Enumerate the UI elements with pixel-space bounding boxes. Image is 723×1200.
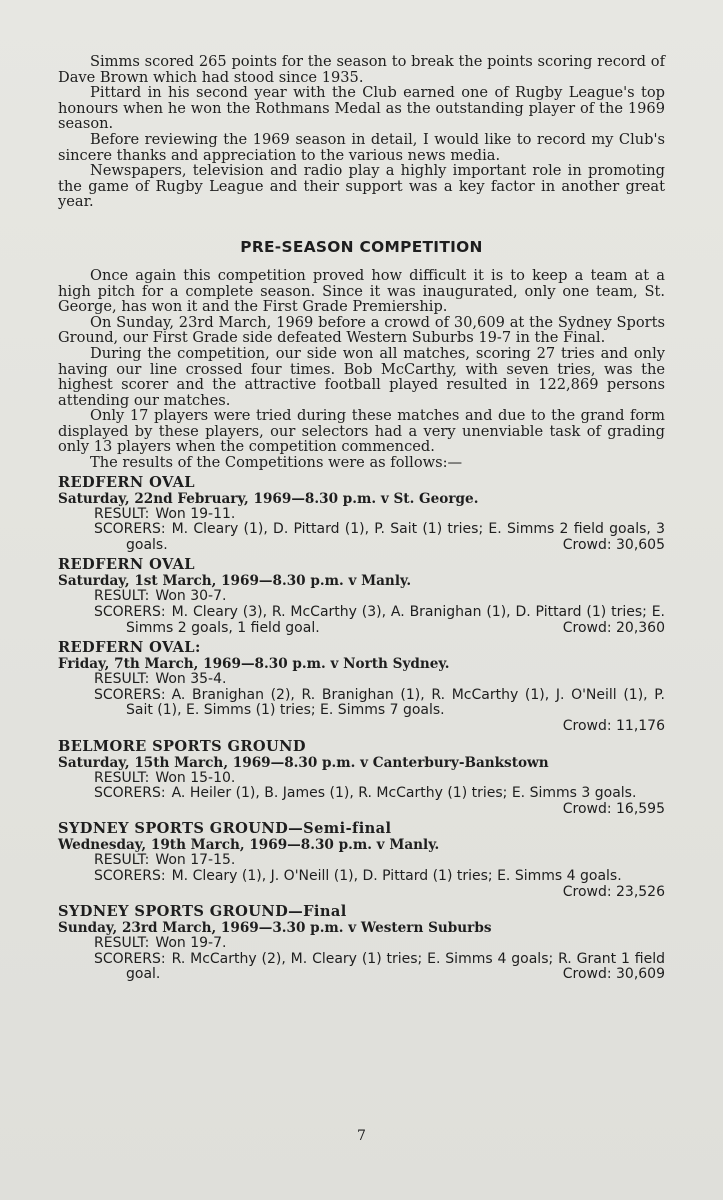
match-scorers (58, 867, 665, 900)
match-result (58, 853, 665, 869)
page-number: 7 (357, 1128, 366, 1144)
match-venue: REDFERN OVAL (58, 556, 195, 574)
result-value: Won 19-11. (155, 505, 236, 522)
scorers-value: A. Branighan (2), R. Branighan (1), R. McCarthy (1), J. O'Neill (1), P. Sait (1), E. Simms (1) tries; E. Simms 7 goals. (126, 686, 665, 719)
result-value: Won 17-15. (155, 852, 236, 869)
result-label: RESULT: (94, 769, 150, 786)
match-entry (58, 904, 665, 983)
result-value: Won 30-7. (155, 588, 227, 605)
match-venue: SYDNEY SPORTS GROUND—Final (58, 903, 347, 921)
match-date: Friday, 7th March, 1969—8.30 p.m. v North Sydney. (58, 656, 450, 673)
match-entry (58, 557, 665, 636)
match-entry (58, 821, 665, 900)
result-value: Won 19-7. (155, 935, 227, 952)
match-result (58, 507, 665, 523)
section-paragraph: During the competition, our side won all matches, scoring 27 tries and only having our line crossed four times. Bob McCarthy, with seven tries, was the highest scorer and the attractive football played resulted in 122,869 persons attending our matches. (58, 344, 665, 409)
match-entry (58, 739, 665, 818)
intro-paragraph: Pittard in his second year with the Club earned one of Rugby League's top honours when he won the Rothmans Medal as the outstanding player of the 1969 season. (58, 84, 665, 133)
match-venue: BELMORE SPORTS GROUND (58, 737, 306, 755)
match-venue: REDFERN OVAL: (58, 639, 201, 657)
section-paragraph: Only 17 players were tried during these matches and due to the grand form displayed by these players, our selectors had a very unenviable task of grading only 13 players when the competition commenced. (58, 407, 665, 456)
match-result (58, 771, 665, 787)
section-body (58, 268, 665, 471)
result-label: RESULT: (94, 935, 150, 952)
result-label: RESULT: (94, 671, 150, 688)
match-scorers (58, 522, 665, 553)
section-paragraph: The results of the Competitions were as follows:— (90, 454, 463, 472)
match-date: Saturday, 15th March, 1969—8.30 p.m. v Canterbury-Bankstown (58, 754, 549, 771)
result-label: RESULT: (94, 588, 150, 605)
result-label: RESULT: (94, 852, 150, 869)
scorers-label: SCORERS: (94, 867, 166, 884)
match-date: Saturday, 1st March, 1969—8.30 p.m. v Manly. (58, 573, 412, 590)
match-crowd: Crowd: 30,605 (562, 536, 665, 553)
scorers-value: M. Cleary (1), J. O'Neill (1), D. Pittard (1) tries; E. Simms 4 goals. (171, 867, 622, 884)
intro-paragraph: Before reviewing the 1969 season in detail, I would like to record my Club's sincere thanks and appreciation to the various news media. (58, 130, 665, 164)
match-date: Saturday, 22nd February, 1969—8.30 p.m. v St. George. (58, 490, 479, 507)
scorers-label: SCORERS: (94, 604, 166, 621)
match-result (58, 672, 665, 688)
match-crowd: Crowd: 23,526 (562, 883, 665, 900)
scorers-label: SCORERS: (94, 686, 166, 703)
match-date: Sunday, 23rd March, 1969—3.30 p.m. v Western Suburbs (58, 920, 492, 937)
result-label: RESULT: (94, 505, 150, 522)
intro-paragraph: Newspapers, television and radio play a highly important role in promoting the game of Rugby League and their support was a key factor in another great year. (58, 162, 665, 211)
match-crowd: Crowd: 20,360 (562, 619, 665, 636)
scorers-value: A. Heiler (1), B. James (1), R. McCarthy (1) tries; E. Simms 3 goals. (171, 785, 637, 802)
intro-section (58, 54, 665, 210)
section-heading: PRE-SEASON COMPETITION (240, 237, 483, 256)
scorers-label: SCORERS: (94, 521, 166, 538)
match-venue: SYDNEY SPORTS GROUND—Semi-final (58, 820, 392, 838)
scorers-value: R. McCarthy (2), M. Cleary (1) tries; E. Simms 4 goals; R. Grant 1 field goal. (126, 950, 665, 983)
match-entry (58, 475, 665, 554)
match-scorers (58, 605, 665, 636)
match-list (58, 475, 665, 983)
result-value: Won 35-4. (155, 671, 227, 688)
match-result (58, 936, 665, 952)
scorers-value: M. Cleary (1), D. Pittard (1), P. Sait (1) tries; E. Simms 2 field goals, 3 goals. (126, 521, 665, 553)
section-paragraph: On Sunday, 23rd March, 1969 before a crowd of 30,609 at the Sydney Sports Ground, our First Grade side defeated Western Suburbs 19-7 in the Final. (58, 313, 665, 347)
scorers-label: SCORERS: (94, 950, 166, 967)
match-venue: REDFERN OVAL (58, 473, 195, 491)
match-scorers (58, 952, 665, 983)
match-result (58, 589, 665, 605)
intro-paragraph: Simms scored 265 points for the season to break the points scoring record of Dave Brown which had stood since 1935. (58, 53, 665, 86)
match-scorers (58, 686, 665, 734)
result-value: Won 15-10. (155, 769, 236, 786)
scorers-label: SCORERS: (94, 785, 166, 802)
match-date: Wednesday, 19th March, 1969—8.30 p.m. v Manly. (58, 837, 440, 854)
section-paragraph: Once again this competition proved how difficult it is to keep a team at a high pitch for a complete season. Since it was inaugurated, only one team, St. George, has won it and the First Grade Premiership. (58, 266, 665, 316)
match-scorers (58, 785, 665, 817)
match-crowd: Crowd: 30,609 (562, 966, 665, 983)
match-crowd: Crowd: 11,176 (562, 718, 665, 734)
match-crowd: Crowd: 16,595 (562, 800, 665, 817)
scorers-value: M. Cleary (3), R. McCarthy (3), A. Branighan (1), D. Pittard (1) tries; E. Simms 2 goals, 1 field goal. (126, 604, 665, 636)
match-entry (58, 640, 665, 734)
